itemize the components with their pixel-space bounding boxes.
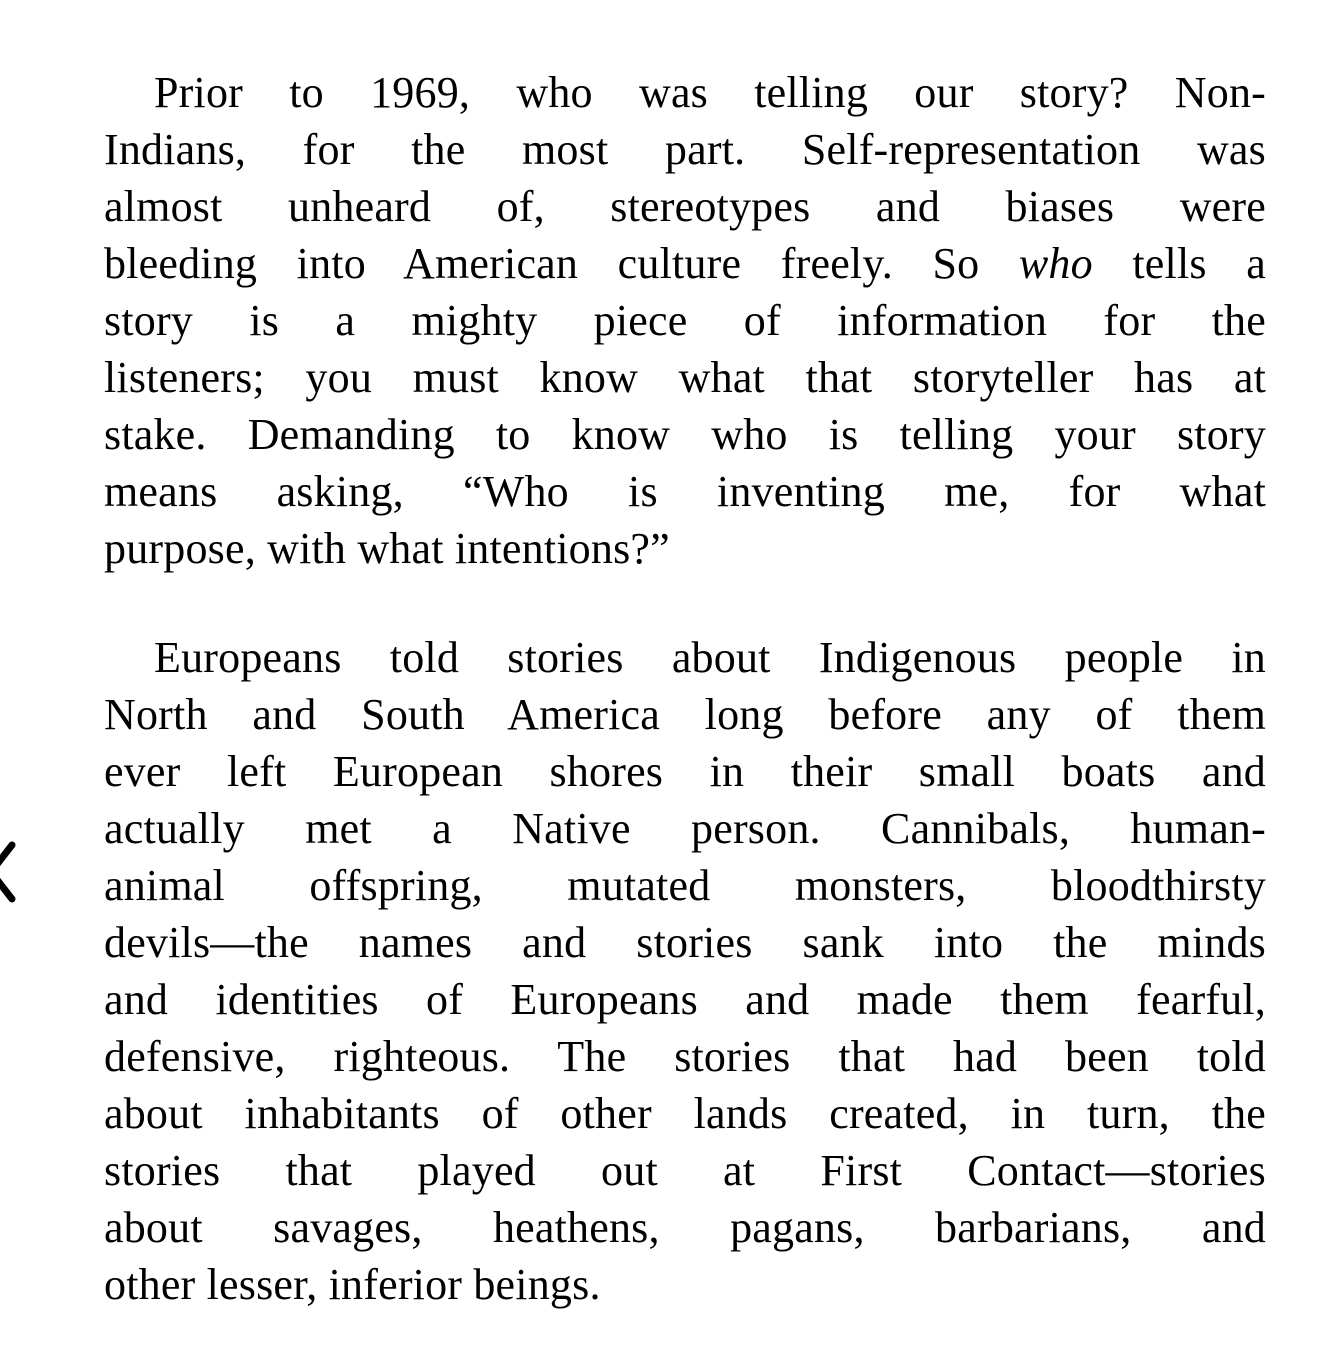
text-run: means asking, “Who is inventing me, for what [104, 467, 1266, 516]
text-run: about savages, heathens, pagans, barbarians, and [104, 1203, 1266, 1252]
text-run: and identities of Europeans and made them fearful, [104, 975, 1266, 1024]
text-run: defensive, righteous. The stories that had been told [104, 1032, 1266, 1081]
text-line [104, 1028, 1266, 1085]
text-run: Indians, for the most part. Self-representation was [104, 125, 1266, 174]
text-line [104, 64, 1266, 121]
text-line [104, 743, 1266, 800]
text-line [104, 463, 1266, 520]
text-line [104, 349, 1266, 406]
text-run: other lesser, inferior beings. [104, 1260, 601, 1309]
chevron-left-icon [0, 840, 16, 904]
italic-text-run: who [1018, 239, 1093, 288]
text-line [104, 121, 1266, 178]
text-run: story is a mighty piece of information for the [104, 296, 1266, 345]
text-run: stake. Demanding to know who is telling your story [104, 410, 1266, 459]
text-line [104, 1085, 1266, 1142]
text-run: listeners; you must know what that storyteller has at [104, 353, 1266, 402]
text-run: Prior to 1969, who was telling our story? Non- [154, 68, 1266, 117]
paragraph [104, 64, 1266, 577]
text-line [104, 914, 1266, 971]
text-line [104, 178, 1266, 235]
text-line [104, 235, 1266, 292]
text-run: Europeans told stories about Indigenous people in [154, 633, 1266, 682]
text-line [104, 800, 1266, 857]
text-run: ever left European shores in their small boats and [104, 747, 1266, 796]
text-run: tells a [1092, 239, 1266, 288]
text-line [104, 629, 1266, 686]
text-line [104, 857, 1266, 914]
text-run: purpose, with what intentions?” [104, 524, 670, 573]
text-run: stories that played out at First Contact—stories [104, 1146, 1266, 1195]
text-line [104, 1256, 1266, 1313]
text-run: North and South America long before any of them [104, 690, 1266, 739]
text-run: almost unheard of, stereotypes and biases were [104, 182, 1266, 231]
text-run: bleeding into American culture freely. So [104, 239, 1019, 288]
text-line [104, 971, 1266, 1028]
text-line [104, 686, 1266, 743]
text-line [104, 1142, 1266, 1199]
text-line [104, 292, 1266, 349]
paragraph [104, 629, 1266, 1313]
text-run: animal offspring, mutated monsters, bloodthirsty [104, 861, 1266, 910]
text-region [104, 64, 1266, 1365]
text-line [104, 520, 1266, 577]
text-run: devils—the names and stories sank into the minds [104, 918, 1266, 967]
text-line [104, 1199, 1266, 1256]
text-line [104, 406, 1266, 463]
text-run: actually met a Native person. Cannibals, human- [104, 804, 1266, 853]
page-back-button[interactable] [0, 840, 16, 904]
text-run: about inhabitants of other lands created, in turn, the [104, 1089, 1266, 1138]
